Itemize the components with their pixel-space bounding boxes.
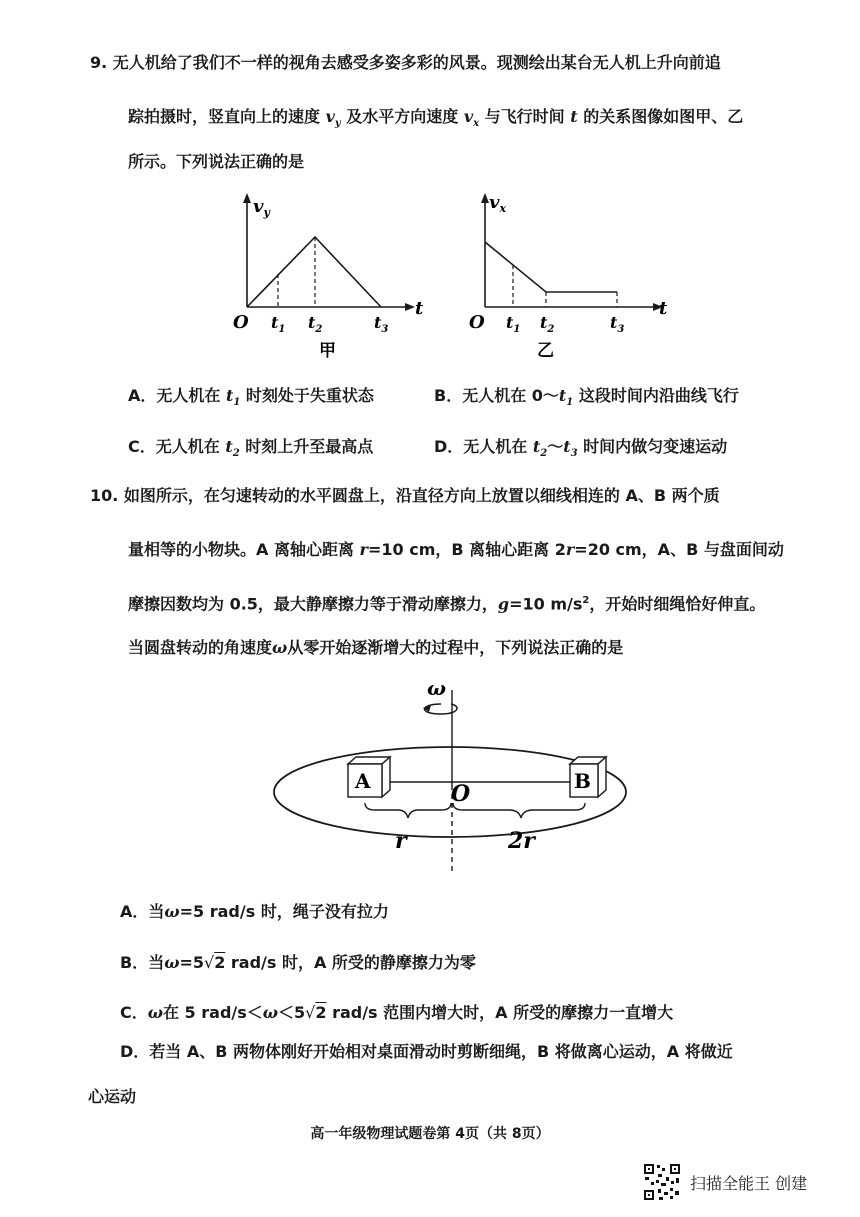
q10-line4: 当圆盘转动的角速度ω从零开始逐渐增大的过程中，下列说法正确的是 <box>128 638 624 657</box>
qr-code-icon <box>642 1162 682 1202</box>
q10-number: 10. <box>90 486 119 505</box>
brace-2r <box>453 803 585 818</box>
block-a <box>348 757 390 797</box>
brace-r <box>365 803 451 818</box>
svg-text:B: B <box>574 769 591 793</box>
rotating-disk-diagram <box>265 672 635 882</box>
omega-label: ω <box>427 676 447 700</box>
r-label: r <box>395 828 407 854</box>
graph-yi-ylabel: $v_x$ <box>489 192 507 215</box>
q10-option-a: A．当ω=5 rad/s 时，绳子没有拉力 <box>120 902 389 921</box>
graph-jia-origin: O <box>233 312 249 333</box>
q10-line1: 10. 如图所示，在匀速转动的水平圆盘上，沿直径方向上放置以细线相连的 A、B 两个质 <box>90 486 720 505</box>
q10-option-b: B．当ω=5√2 rad/s 时，A 所受的静摩擦力为零 <box>120 953 476 972</box>
graph-jia-t1: $t_1$ <box>271 313 286 335</box>
q9-option-d: D．无人机在 $t_2\sim t_3$ 时间内做匀变速运动 <box>434 437 728 460</box>
q9-line2: 踪拍摄时，竖直向上的速度 $v_y$ 及水平方向速度 $v_x$ 与飞行时间 t 的关系图像如图甲、乙 <box>128 107 744 130</box>
q9-option-b: B．无人机在 $0\sim t_1$ 这段时间内沿曲线飞行 <box>434 386 739 409</box>
q10-line3: 摩擦因数均为 0.5，最大静摩擦力等于滑动摩擦力，g=10 $m/s^2$，开始时细绳恰好伸直。 <box>128 594 766 614</box>
q9-option-a: A．无人机在 $t_1$ 时刻处于失重状态 <box>128 386 374 409</box>
page-footer: 高一年级物理试题卷第 4页（共 8页） <box>310 1126 550 1142</box>
q10-line2: 量相等的小物块。A 离轴心距离 r=10 cm，B 离轴心距离 2r=20 cm，A、B 与盘面间动 <box>128 540 784 559</box>
two-r-label: 2r <box>508 828 535 854</box>
graph-jia-t2: $t_2$ <box>308 313 323 335</box>
vx-curve <box>485 242 617 292</box>
q10-option-d-line1: D．若当 A、B 两物体刚好开始相对桌面滑动时剪断细绳，B 将做离心运动，A 将做近 <box>120 1042 733 1061</box>
graph-yi <box>465 190 675 360</box>
scanner-watermark <box>642 1162 807 1202</box>
svg-text:A: A <box>355 769 371 793</box>
q9-line3: 所示。下列说法正确的是 <box>128 152 305 171</box>
q9-number: 9. <box>90 53 108 72</box>
graph-jia-caption: 甲 <box>319 341 336 360</box>
graph-yi-t2: $t_2$ <box>540 313 555 335</box>
q10-option-d-line2: 心运动 <box>88 1087 137 1106</box>
center-label: O <box>451 781 471 807</box>
graph-yi-caption: 乙 <box>537 341 554 360</box>
graph-yi-origin: O <box>469 312 485 333</box>
graph-yi-t1: $t_1$ <box>506 313 521 335</box>
watermark-text: 扫描全能王 创建 <box>690 1173 808 1193</box>
graph-yi-xlabel: t <box>659 298 668 319</box>
block-b <box>570 757 606 797</box>
q10-option-c: C．ω在 5 rad/s＜ω＜5√2 rad/s 范围内增大时，A 所受的摩擦力一直增大 <box>120 1003 674 1022</box>
q9-option-c: C．无人机在 $t_2$ 时刻上升至最高点 <box>128 437 374 460</box>
graph-yi-t3: $t_3$ <box>610 313 625 335</box>
graph-jia-t3: $t_3$ <box>374 313 389 335</box>
graph-jia-ylabel: $v_y$ <box>253 196 270 219</box>
graph-jia-xlabel: t <box>415 298 424 319</box>
graph-jia <box>225 190 435 360</box>
q9-line1 <box>90 53 721 73</box>
q9-text-1: 无人机给了我们不一样的视角去感受多姿多彩的风景。现测绘出某台无人机上升向前追 <box>112 53 721 72</box>
vy-curve <box>247 237 381 307</box>
